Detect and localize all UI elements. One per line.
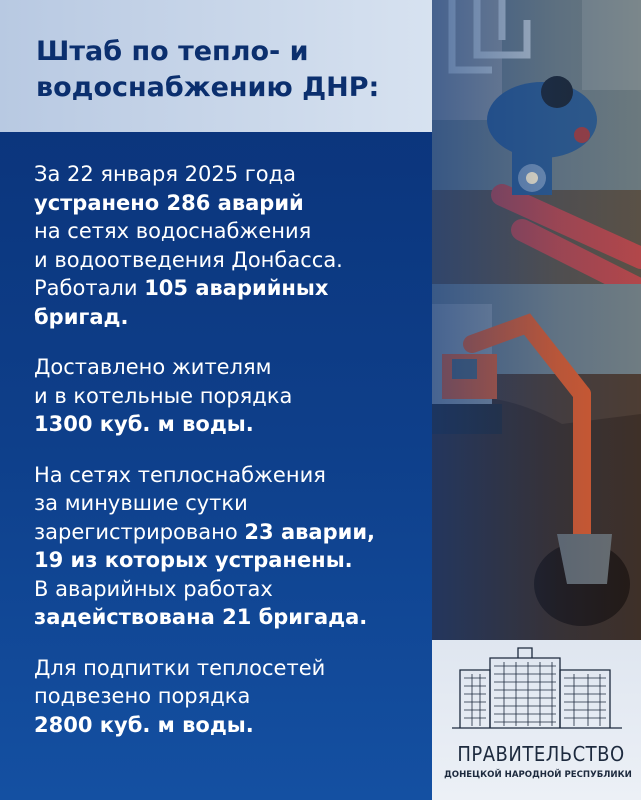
paragraph-heating-supply bbox=[34, 654, 430, 740]
text-line-bold: 1300 куб. м воды. bbox=[34, 412, 254, 436]
photo-tint bbox=[432, 284, 641, 640]
text-line-bold: бригад. bbox=[34, 304, 129, 329]
report-body bbox=[34, 160, 430, 761]
text-line-bold: задействована 21 бригада. bbox=[34, 605, 368, 629]
text-line: на сетях водоснабжения bbox=[34, 219, 312, 243]
text-line-bold: 19 из которых устранены. bbox=[34, 548, 353, 572]
excavator-photo bbox=[432, 284, 641, 640]
photo-column bbox=[432, 0, 641, 800]
header-band bbox=[0, 0, 432, 132]
logo-subtitle: ДОНЕЦКОЙ НАРОДНОЙ РЕСПУБЛИКИ bbox=[444, 770, 632, 780]
text-fragment-bold: 105 аварийных bbox=[144, 276, 329, 300]
government-building-icon bbox=[432, 640, 641, 740]
page-title bbox=[36, 34, 416, 106]
paragraph-water-delivery bbox=[34, 353, 430, 439]
title-line-1: Штаб по тепло- и bbox=[36, 36, 309, 67]
text-line: Для подпитки теплосетей bbox=[34, 655, 326, 680]
title-line-2: водоснабжению ДНР: bbox=[36, 72, 380, 103]
text-line: На сетях теплоснабжения bbox=[34, 462, 326, 487]
logo-title: ПРАВИТЕЛЬСТВО bbox=[457, 742, 625, 766]
text-line: Доставлено жителям bbox=[34, 355, 272, 379]
text-fragment-bold: 23 аварии, bbox=[244, 519, 376, 544]
text-fragment: Работали bbox=[34, 276, 145, 300]
text-line: и водоотведения Донбасса. bbox=[34, 247, 343, 272]
photo-tint bbox=[432, 0, 641, 284]
paragraph-water-accidents bbox=[34, 160, 430, 331]
government-logo bbox=[432, 640, 641, 800]
text-line: В аварийных работах bbox=[34, 576, 273, 601]
text-line: подвезено порядка bbox=[34, 684, 251, 708]
text-line-bold: устранено 286 аварий bbox=[34, 190, 304, 215]
text-line: и в котельные порядка bbox=[34, 383, 293, 408]
paragraph-heating-accidents bbox=[34, 461, 430, 632]
text-line: За 22 января 2025 года bbox=[34, 162, 297, 186]
text-line-bold: 2800 куб. м воды. bbox=[34, 712, 254, 737]
text-line: за минувшие сутки bbox=[34, 491, 248, 515]
welder-photo bbox=[432, 0, 641, 284]
text-fragment: зарегистрировано bbox=[34, 519, 245, 544]
